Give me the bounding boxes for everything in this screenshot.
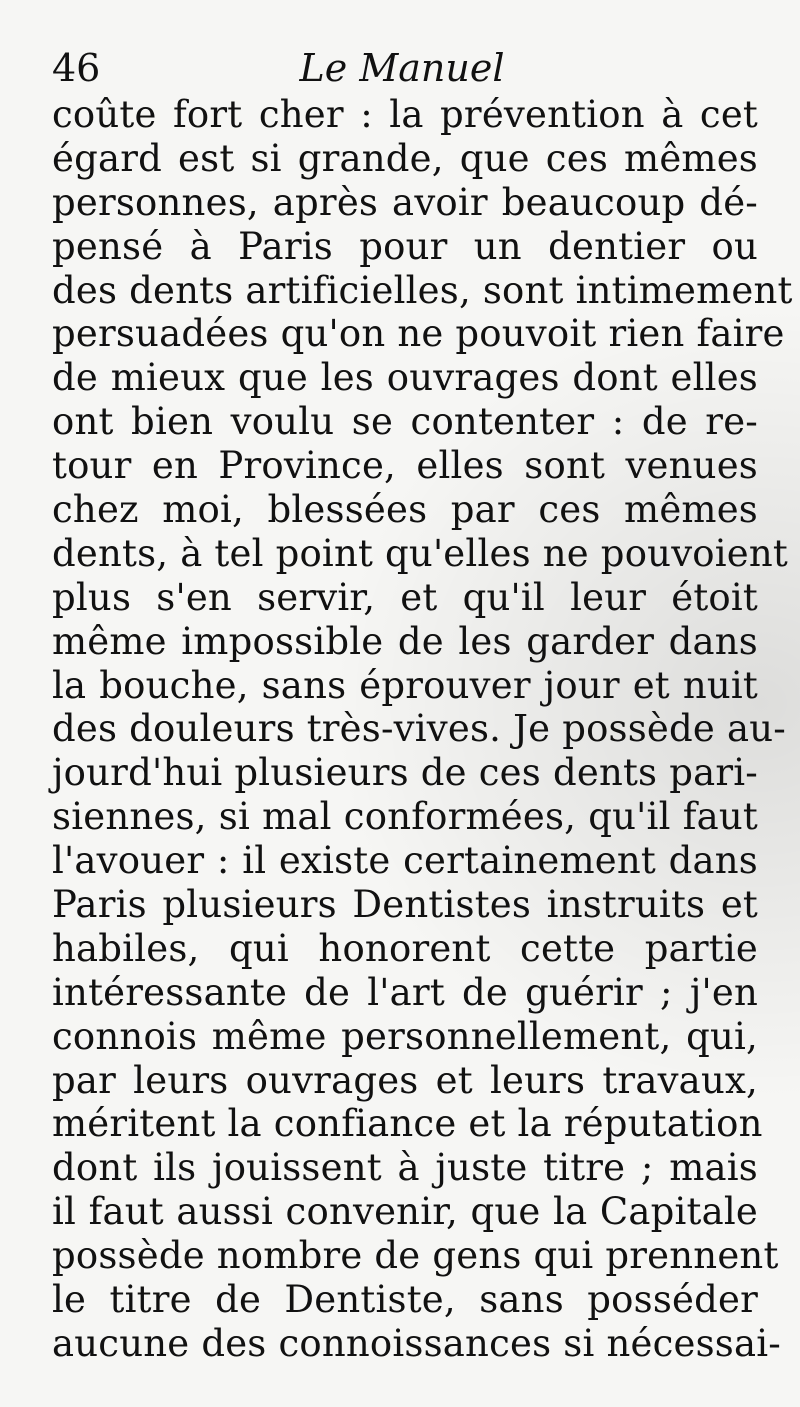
text-line: Paris plusieurs Dentistes instruits et — [52, 883, 758, 927]
text-line: il faut aussi convenir, que la Capitale — [52, 1190, 758, 1234]
text-line: intéressante de l'art de guérir ; j'en — [52, 970, 758, 1014]
page-header — [52, 42, 752, 94]
page-number: 46 — [52, 46, 101, 90]
text-line: de mieux que les ouvrages dont elles — [52, 356, 758, 400]
text-line: la bouche, sans éprouver jour et nuit — [52, 663, 758, 707]
text-line: le titre de Dentiste, sans posséder — [52, 1278, 758, 1322]
text-line: personnes, après avoir beaucoup dé- — [52, 180, 758, 224]
text-line: même impossible de les garder dans — [52, 619, 758, 663]
running-title: Le Manuel — [299, 46, 505, 90]
text-line: ont bien voulu se contenter : de re- — [52, 400, 758, 444]
text-line: chez moi, blessées par ces mêmes — [52, 488, 758, 532]
text-line: l'avouer : il existe certainement dans — [52, 839, 758, 883]
text-line: jourd'hui plusieurs de ces dents pari- — [52, 751, 758, 795]
text-line: persuadées qu'on ne pouvoit rien faire — [52, 312, 785, 356]
text-line: dents, à tel point qu'elles ne pouvoient — [52, 531, 789, 575]
text-line: dont ils jouissent à juste titre ; mais — [52, 1146, 758, 1190]
text-line: tour en Province, elles sont venues — [52, 444, 758, 488]
text-line: des dents artificielles, sont intimement — [52, 268, 793, 312]
text-line: méritent la confiance et la réputation — [52, 1102, 763, 1146]
text-line: pensé à Paris pour un dentier ou — [52, 224, 758, 268]
text-line: coûte fort cher : la prévention à cet — [52, 93, 758, 136]
text-line: possède nombre de gens qui prennent — [52, 1234, 779, 1278]
text-line: égard est si grande, que ces mêmes — [52, 136, 758, 180]
body-text — [52, 93, 793, 1366]
text-line: plus s'en servir, et qu'il leur étoit — [52, 575, 758, 619]
text-line: aucune des connoissances si nécessai- — [52, 1321, 781, 1365]
text-line: habiles, qui honorent cette partie — [52, 926, 758, 970]
text-line: siennes, si mal conformées, qu'il faut — [52, 795, 758, 839]
text-line: des douleurs très-vives. Je possède au- — [52, 707, 786, 751]
text-line: par leurs ouvrages et leurs travaux, — [52, 1058, 758, 1102]
text-line: connois même personnellement, qui, — [52, 1014, 758, 1058]
